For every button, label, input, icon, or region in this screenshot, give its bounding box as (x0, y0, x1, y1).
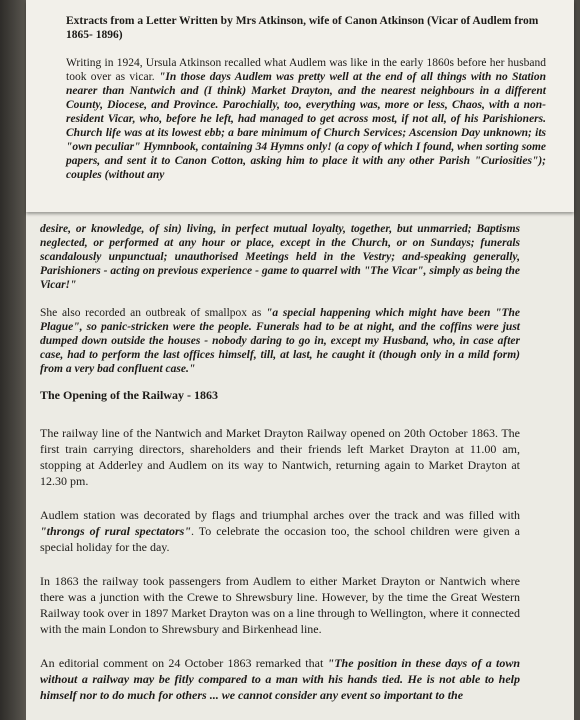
railway-paragraph-3: In 1863 the railway took passengers from Audlem to either Market Drayton or Nantwich where there was a junction with the Crewe to Shrewsbury line. However, by the time the Great Western Railway took over in 1897 Market Drayton was on a line through to Wellington, where it connected with the main London to Shrewsbury and Birkenhead line. (40, 574, 520, 636)
railway-paragraph-4 (40, 655, 520, 703)
upper-page (26, 0, 574, 212)
railway-paragraph-2 (40, 507, 520, 555)
atkinson-quote-part2: desire, or knowledge, of sin) living, in perfect mutual loyalty, together, but unmarried; Baptisms neglected, or performed at any hour or place, except in the Church, or on Sundays; funerals scandalously unpunctual; unauthorised Meetings held in the Vestry; and-speaking generally, Parishioners - acting on previous experience - game to quarrel with "The Vicar", simply as being the Vicar!" (40, 223, 520, 291)
railway-p4-text-a: An editorial comment on 24 October 1863 remarked that (40, 656, 324, 670)
section-heading: The Opening of the Railway - 1863 (40, 388, 219, 402)
smallpox-quote: "a special happening which might have been "The Plague", so panic-stricken were the people. Funerals had to be at night, and the coffins were just dumped down outside the houses - nobody daring to go in, except my Husband, who, in case after case, had to perform the last offices himself, till, at last, he caught it (though only in a mild form) from a very bad confluent case." (40, 307, 520, 375)
atkinson-quote-part1: "In those days Audlem was pretty well at the end of all things with no Station nearer than Nantwich and (I think) Market Drayton, and the nearest neighbours in a different County, Diocese, and Province. Parochially, too, everything was, more or less, Chaos, with a non-resident Vicar, who, before he left, had managed to get across most, if not all, of his Parishioners. Church life was at its lowest ebb; a bare minimum of Church Services; Ascension Day unknown; its "own peculiar" Hymnbook, containing 34 Hymns only! (a copy of which I found, when sorting some papers, and sent it to Canon Cotton, asking him to place it with any other Parish "Curiosities"); couples (without any (66, 71, 546, 181)
railway-p2-text-a: Audlem station was decorated by flags and triumphal arches over the track and was filled with (40, 508, 520, 522)
lower-page-content (40, 222, 520, 720)
document-title: Extracts from a Letter Written by Mrs Atkinson, wife of Canon Atkinson (Vicar of Audlem from 1865- 1896) (66, 15, 539, 41)
background-edge (0, 0, 26, 720)
smallpox-paragraph (40, 306, 520, 376)
railway-p2-text-b: . To celebrate the occasion too, the school children were given a special holiday for the day. (40, 524, 520, 554)
railway-p4-quote: "The position in these days of a town without a railway may be fitly compared to a man with his hands tied. He is not able to help himself nor to do much for others ... we cannot consider any event so important to the (40, 656, 520, 702)
smallpox-intro: She also recorded an outbreak of smallpox as (40, 307, 262, 319)
railway-p2-quote: "throngs of rural spectators" (40, 524, 191, 538)
upper-page-content (66, 14, 546, 194)
railway-paragraph-1: The railway line of the Nantwich and Market Drayton Railway opened on 20th October 1863. The first train carrying directors, shareholders and their friends left Market Drayton at 11.00 am, stopping at Adderley and Audlem on its way to Nantwich, returning again to Market Drayton at 12.30 pm. (40, 426, 520, 488)
intro-paragraph (66, 56, 546, 182)
intro-text: Writing in 1924, Ursula Atkinson recalled what Audlem was like in the early 1860s before her husband took over as vicar. (66, 57, 546, 83)
